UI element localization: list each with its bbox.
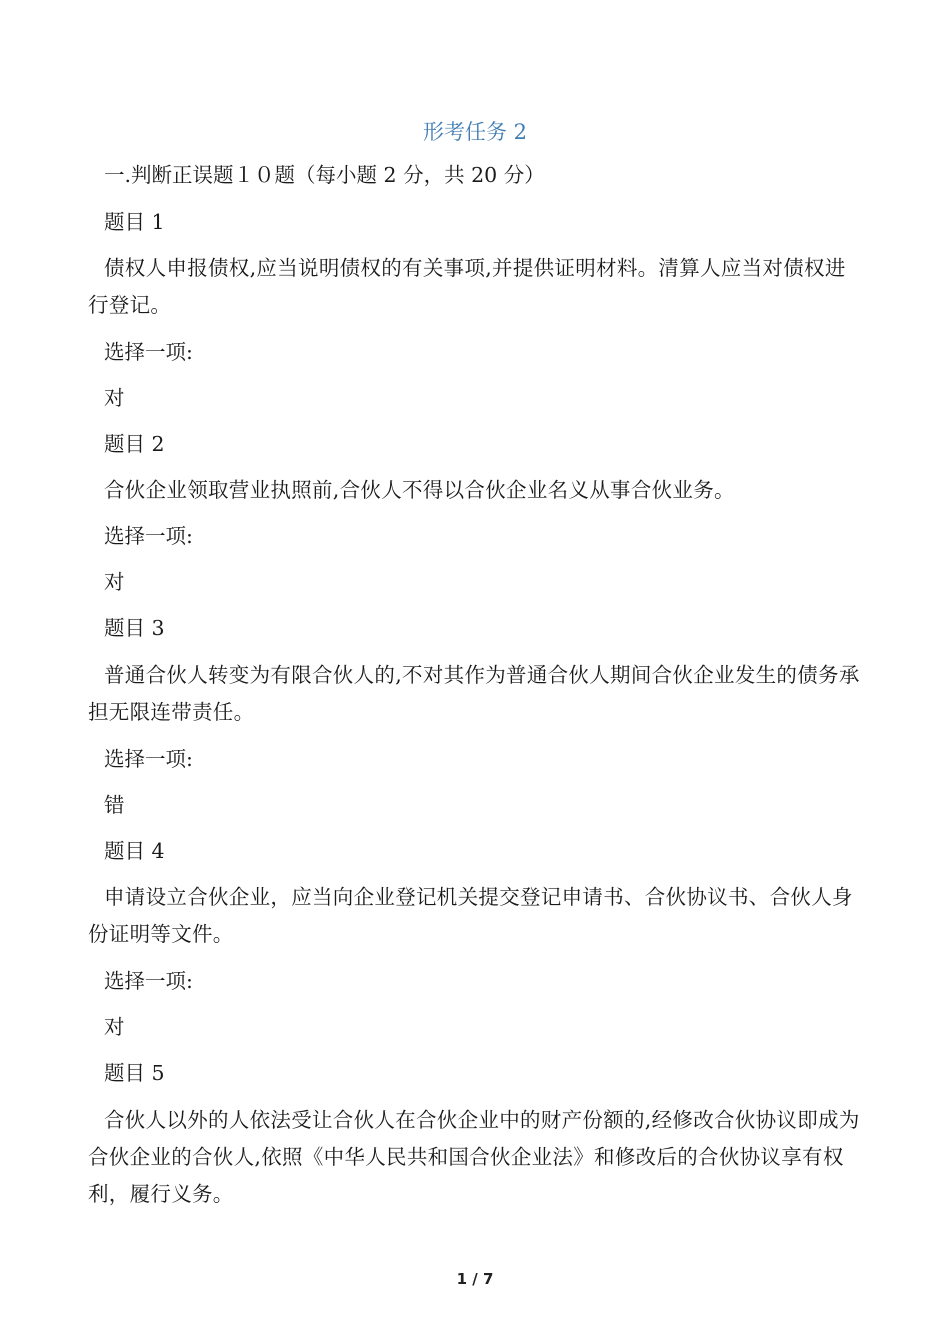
question-label: 题目 1 [104, 210, 165, 234]
question-text: 合伙人以外的人依法受让合伙人在合伙企业中的财产份额的,经修改合伙协议即成为合伙企业的合伙人,依照《中华人民共和国合伙企业法》和修改后的合伙协议享有权利，履行义务。 [88, 1108, 860, 1206]
question-text: 债权人申报债权,应当说明债权的有关事项,并提供证明材料。清算人应当对债权进行登记。 [88, 256, 846, 317]
question-label: 题目 5 [104, 1061, 165, 1085]
document-title: 形考任务 2 [422, 120, 528, 144]
question-prompt: 选择一项: [104, 969, 193, 993]
question-answer: 对 [104, 386, 125, 410]
section-heading: 一.判断正误题１０题（每小题 2 分，共 20 分） [104, 163, 545, 187]
question-label: 题目 3 [104, 616, 165, 640]
question-text: 普通合伙人转变为有限合伙人的,不对其作为普通合伙人期间合伙企业发生的债务承担无限连带责任。 [88, 663, 860, 724]
page-number: 1 / 7 [456, 1270, 494, 1288]
question-text: 合伙企业领取营业执照前,合伙人不得以合伙企业名义从事合伙业务。 [104, 478, 735, 502]
question-answer: 错 [104, 793, 125, 817]
question-answer: 对 [104, 1015, 125, 1039]
question-prompt: 选择一项: [104, 747, 193, 771]
question-prompt: 选择一项: [104, 524, 193, 548]
question-prompt: 选择一项: [104, 340, 193, 364]
question-label: 题目 4 [104, 839, 165, 863]
question-label: 题目 2 [104, 432, 165, 456]
question-answer: 对 [104, 570, 125, 594]
question-text: 申请设立合伙企业，应当向企业登记机关提交登记申请书、合伙协议书、合伙人身份证明等文件。 [88, 885, 853, 946]
